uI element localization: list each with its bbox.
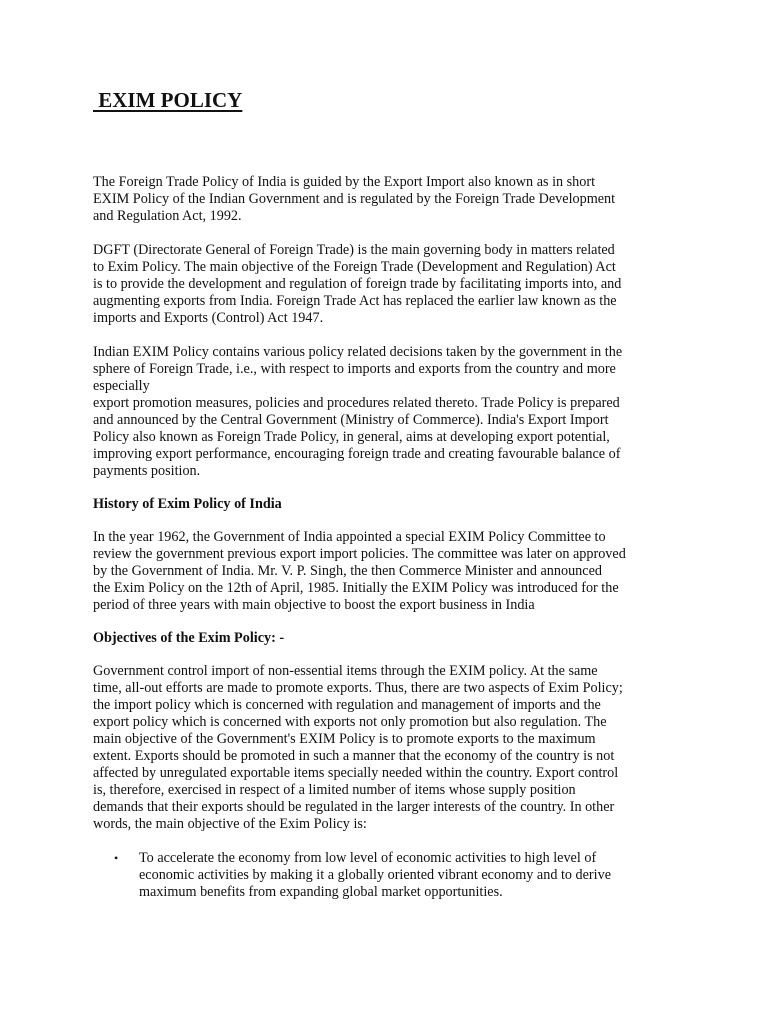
text-line: In the year 1962, the Government of India appointed a special EXIM Policy Committee to	[93, 529, 606, 545]
text-line: the import policy which is concerned with regulation and management of imports and the	[93, 697, 601, 713]
text-line: is to provide the development and regulation of foreign trade by facilitating imports into, and	[93, 276, 622, 292]
document-body	[93, 174, 683, 901]
text-line: and Regulation Act, 1992.	[93, 208, 242, 224]
text-line: review the government previous export import policies. The committee was later on approved	[93, 546, 626, 562]
text-line: Policy also known as Foreign Trade Policy, in general, aims at developing export potential,	[93, 429, 610, 445]
text-line: demands that their exports should be regulated in the larger interests of the country. In other	[93, 799, 615, 815]
text-line: economic activities by making it a globally oriented vibrant economy and to derive	[139, 867, 611, 883]
text-line: to Exim Policy. The main objective of the Foreign Trade (Development and Regulation) Act	[93, 259, 616, 275]
text-line: main objective of the Government's EXIM Policy is to promote exports to the maximum	[93, 731, 596, 747]
text-line: Indian EXIM Policy contains various policy related decisions taken by the government in the	[93, 344, 623, 360]
text-line: payments position.	[93, 463, 201, 479]
text-line: To accelerate the economy from low level of economic activities to high level of	[139, 850, 597, 866]
text-line: sphere of Foreign Trade, i.e., with respect to imports and exports from the country and more	[93, 361, 616, 377]
intro-paragraph	[93, 174, 683, 225]
text-line: maximum benefits from expanding global market opportunities.	[139, 884, 503, 900]
text-line: EXIM Policy of the Indian Government and is regulated by the Foreign Trade Development	[93, 191, 616, 207]
indian-exim-paragraph	[93, 344, 683, 480]
text-line: period of three years with main objective to boost the export business in India	[93, 597, 535, 613]
list-item	[93, 850, 683, 901]
text-line: The Foreign Trade Policy of India is guided by the Export Import also known as in short	[93, 174, 596, 190]
dgft-paragraph	[93, 242, 683, 327]
objectives-paragraph	[93, 663, 683, 833]
text-line: DGFT (Directorate General of Foreign Trade) is the main governing body in matters related	[93, 242, 615, 258]
text-line: imports and Exports (Control) Act 1947.	[93, 310, 324, 326]
text-line: export policy which is concerned with exports not only promotion but also regulation. The	[93, 714, 607, 730]
text-line: and announced by the Central Government (Ministry of Commerce). India's Export Import	[93, 412, 609, 428]
text-line: extent. Exports should be promoted in such a manner that the economy of the country is not	[93, 748, 615, 764]
text-line: augmenting exports from India. Foreign Trade Act has replaced the earlier law known as the	[93, 293, 617, 309]
text-line: export promotion measures, policies and procedures related thereto. Trade Policy is prepared	[93, 395, 620, 411]
history-paragraph	[93, 529, 683, 614]
text-line: especially	[93, 378, 150, 394]
text-line: time, all-out efforts are made to promote exports. Thus, there are two aspects of Exim Policy;	[93, 680, 623, 696]
text-line: words, the main objective of the Exim Policy is:	[93, 816, 367, 832]
history-heading: History of Exim Policy of India	[93, 496, 282, 512]
text-line: is, therefore, exercised in respect of a limited number of items whose supply position	[93, 782, 576, 798]
objectives-list	[93, 850, 683, 901]
bullet-marker: •	[114, 851, 119, 865]
text-line: affected by unregulated exportable items specially needed within the country. Export control	[93, 765, 619, 781]
text-line: by the Government of India. Mr. V. P. Singh, the then Commerce Minister and announced	[93, 563, 602, 579]
text-line: the Exim Policy on the 12th of April, 1985. Initially the EXIM Policy was introduced for the	[93, 580, 619, 596]
page-title: EXIM POLICY	[93, 88, 243, 112]
text-line: Government control import of non-essential items through the EXIM policy. At the same	[93, 663, 598, 679]
objectives-heading: Objectives of the Exim Policy: -	[93, 630, 285, 646]
text-line: improving export performance, encouraging foreign trade and creating favourable balance of	[93, 446, 621, 462]
